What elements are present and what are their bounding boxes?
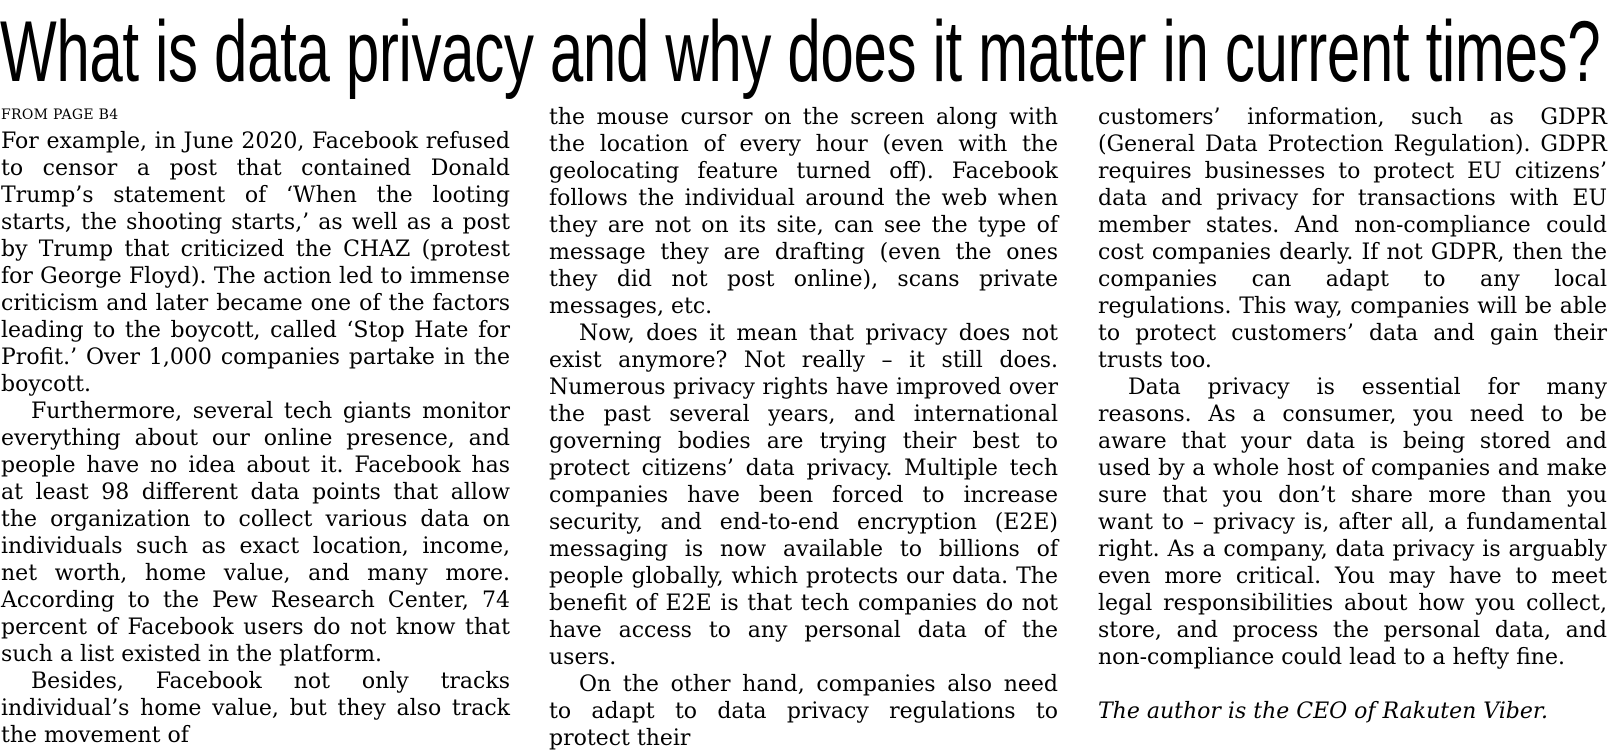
article-column-2 [549,104,1058,751]
dateline: FROM PAGE B4 [1,107,119,123]
paragraph: Now, does it mean that privacy does not exist anymore? Not really – it still does. Numerous privacy rights have improved over the past several years, and international governing bodies are trying their best to protect citizens’ data privacy. Multiple tech companies have been forced to increase security, and end-to-end encryption (E2E) messaging is now available to billions of people globally, which protects our data. The benefit of E2E is that tech companies do not have access to any personal data of the users. [549,321,1058,670]
headline: What is data privacy and why does it matter in current times? [0,4,1601,100]
paragraph: For example, in June 2020, Facebook refused to censor a post that contained Donald Trump’s statement of ‘When the looting starts, the shooting starts,’ as well as a post by Trump that criticized the CHAZ (protest for George Floyd). The action led to immense criticism and later became one of the factors leading to the boycott, called ‘Stop Hate for Profit.’ Over 1,000 companies partake in the boycott. [1,129,510,397]
paragraph: On the other hand, companies also need to adapt to data privacy regulations to protect their [549,672,1058,751]
paragraph: Data privacy is essential for many reasons. As a consumer, you need to be aware that your data is being stored and used by a whole host of companies and make sure that you don’t share more than you want to – privacy is, after all, a fundamental right. As a company, data privacy is arguably even more critical. You may have to meet legal responsibilities about how you collect, store, and process the personal data, and non-compliance could lead to a hefty fine. [1098,375,1607,670]
spacer [1098,671,1607,698]
article-column-3 [1098,104,1607,724]
author-note: The author is the CEO of Rakuten Viber. [1098,699,1548,724]
article-column-1 [1,104,510,748]
paragraph: the mouse cursor on the screen along with the location of every hour (even with the geolocating feature turned off). Facebook follows the individual around the web when they are not on its site, can see the type of message they are drafting (even the ones they did not post online), scans private messages, etc. [549,105,1058,319]
paragraph: Furthermore, several tech giants monitor everything about our online presence, and people have no idea about it. Facebook has at least 98 different data points that allow the organization to collect various data on individuals such as exact location, income, net worth, home value, and many more. According to the Pew Research Center, 74 percent of Facebook users do not know that such a list existed in the platform. [1,399,510,667]
paragraph: Besides, Facebook not only tracks individual’s home value, but they also track the movement of [1,669,510,748]
paragraph: customers’ information, such as GDPR (General Data Protection Regulation). GDPR requires businesses to protect EU citizens’ data and privacy for transactions with EU member states. And non-compliance could cost companies dearly. If not GDPR, then the companies can adapt to any local regulations. This way, companies will be able to protect customers’ data and gain their trusts too. [1098,105,1607,373]
